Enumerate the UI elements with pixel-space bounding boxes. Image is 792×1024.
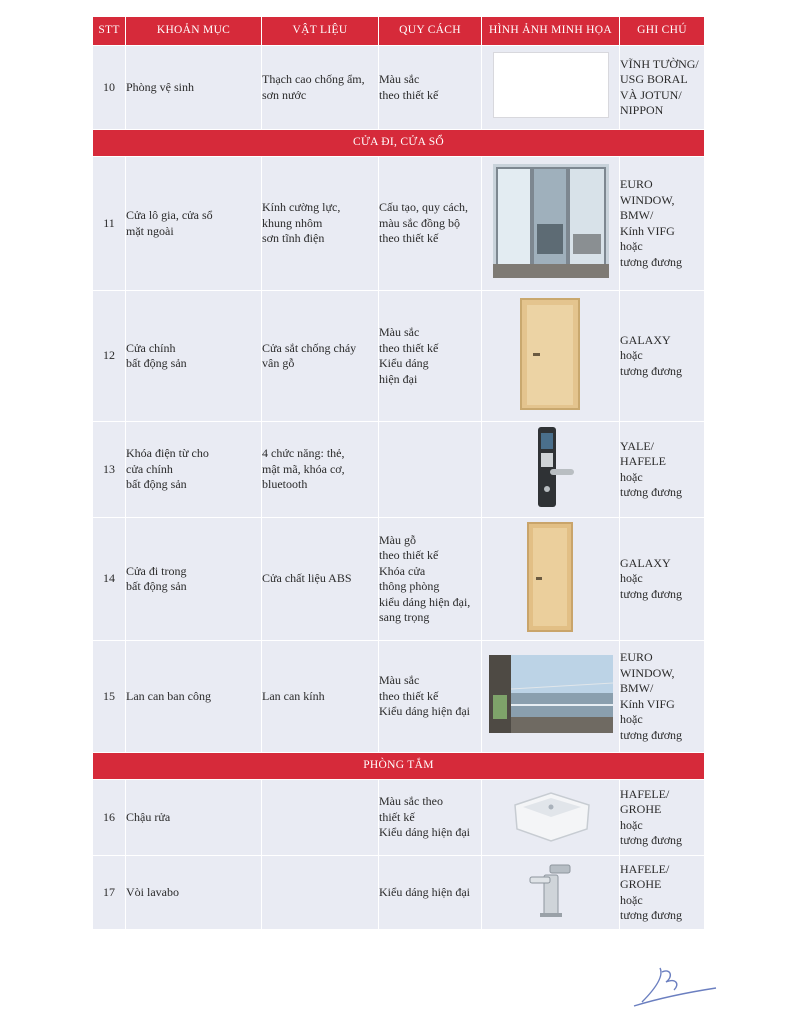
image-cell	[482, 518, 620, 641]
material-cell	[262, 291, 379, 422]
table-row	[93, 46, 705, 130]
cell-line: hoặc	[620, 469, 643, 484]
header-note: GHI CHÚ	[620, 17, 705, 46]
spec-cell	[379, 780, 482, 856]
cell-line: bất động sản	[126, 356, 187, 370]
note-cell	[620, 157, 705, 291]
cell-line: Kiểu dáng hiện đại	[379, 825, 470, 840]
material-cell	[262, 780, 379, 856]
cell-line: BMW/	[620, 208, 654, 222]
cell-line: Màu sắc	[379, 325, 420, 339]
note-cell	[620, 641, 705, 753]
cell-line: sang trọng	[379, 610, 430, 624]
row-number: 15	[93, 641, 126, 753]
item-cell	[126, 780, 262, 856]
row-number: 13	[93, 422, 126, 518]
cell-line: EURO	[620, 650, 653, 664]
note-cell	[620, 291, 705, 422]
cell-line: cửa chính	[126, 461, 173, 476]
row-number: 11	[93, 157, 126, 291]
cell-line: Cửa chất liệu ABS	[262, 571, 352, 586]
cell-line: tương đương	[620, 586, 683, 601]
cell-line: hoặc	[620, 817, 643, 832]
cell-line: hoặc	[620, 892, 643, 907]
cell-line: Kiểu dáng hiện đại	[379, 704, 470, 719]
cell-line: tương đương	[620, 908, 683, 922]
table-header-row	[93, 17, 705, 46]
cell-line: mật mã, khóa cơ,	[262, 461, 345, 476]
cell-line: tương đương	[620, 727, 683, 742]
cell-line: Kính cường lực,	[262, 200, 341, 215]
cell-line: Màu sắc	[379, 673, 420, 688]
cell-line: màu sắc đồng bộ	[379, 215, 460, 230]
image-cell	[482, 46, 620, 130]
cell-line: thiết kế	[379, 809, 415, 824]
cell-line: Cửa lô gia, cửa sổ	[126, 208, 213, 222]
cell-line: Cửa đi trong	[126, 563, 187, 578]
cell-line: tương đương	[620, 833, 683, 847]
cell-line: kiểu dáng hiện đại,	[379, 594, 471, 609]
table-row	[93, 422, 705, 518]
cell-line: Kính VIFG	[620, 223, 675, 238]
material-cell	[262, 46, 379, 130]
image-cell	[482, 422, 620, 518]
cell-line: Kiểu dáng hiện đại	[379, 884, 470, 899]
image-cell	[482, 291, 620, 422]
cell-line: mặt ngoài	[126, 223, 174, 238]
cell-line: hoặc	[620, 239, 643, 253]
note-cell	[620, 518, 705, 641]
cell-line: theo thiết kế	[379, 87, 439, 102]
cell-line: theo thiết kế	[379, 231, 439, 246]
table-row	[93, 641, 705, 753]
cell-line: hoặc	[620, 348, 643, 363]
image-cell	[482, 641, 620, 753]
table-row	[93, 856, 705, 930]
cell-line: thông phòng	[379, 579, 440, 593]
cell-line: Màu sắc theo	[379, 794, 443, 809]
material-cell	[262, 856, 379, 930]
item-cell	[126, 46, 262, 130]
cell-line: EURO	[620, 177, 653, 191]
cell-line: Khóa cửa	[379, 563, 426, 578]
cell-line: Cửa chính	[126, 340, 176, 355]
cell-line: NIPPON	[620, 103, 664, 117]
section-title-doors: CỬA ĐI, CỬA SỔ	[93, 130, 705, 157]
image-cell	[482, 856, 620, 930]
smart-lock-icon	[526, 425, 576, 509]
section-row	[93, 753, 705, 780]
spec-cell	[379, 641, 482, 753]
cell-line: sơn tĩnh điện	[262, 231, 325, 246]
cell-line: GALAXY	[620, 332, 671, 347]
cell-line: 4 chức năng: thẻ,	[262, 446, 345, 461]
cell-line: VÀ JOTUN/	[620, 87, 682, 102]
material-cell	[262, 518, 379, 641]
image-cell	[482, 157, 620, 291]
cell-line: Chậu rửa	[126, 809, 171, 824]
table-row	[93, 780, 705, 856]
cell-line: GROHE	[620, 877, 662, 891]
section-row	[93, 130, 705, 157]
cell-line: Màu gỗ	[379, 532, 416, 547]
cell-line: Kính VIFG	[620, 696, 675, 711]
table-row	[93, 291, 705, 422]
cell-line: VĨNH TƯỜNG/	[620, 56, 699, 71]
cell-line: WINDOW,	[620, 192, 675, 207]
cell-line: theo thiết kế	[379, 688, 439, 703]
cell-line: HAFELE/	[620, 786, 670, 801]
cell-line: HAFELE/	[620, 861, 670, 876]
cell-line: Phòng vệ sinh	[126, 79, 195, 94]
cell-line: Lan can kính	[262, 688, 325, 703]
cell-line: BMW/	[620, 681, 654, 695]
specification-table	[92, 16, 705, 930]
cell-line: tương đương	[620, 254, 683, 269]
material-cell	[262, 641, 379, 753]
table-row	[93, 157, 705, 291]
table-row	[93, 518, 705, 641]
note-cell	[620, 856, 705, 930]
item-cell	[126, 856, 262, 930]
cell-line: hoặc	[620, 712, 643, 726]
note-cell	[620, 46, 705, 130]
cell-line: vân gỗ	[262, 356, 295, 370]
cell-line: Khóa điện từ cho	[126, 446, 209, 461]
cell-line: Cấu tạo, quy cách,	[379, 200, 468, 215]
spec-cell	[379, 856, 482, 930]
item-cell	[126, 157, 262, 291]
cell-line: WINDOW,	[620, 665, 675, 680]
material-cell	[262, 157, 379, 291]
row-number: 16	[93, 780, 126, 856]
note-cell	[620, 780, 705, 856]
spec-cell	[379, 157, 482, 291]
white-panel-icon	[493, 52, 609, 118]
header-image: HÌNH ẢNH MINH HỌA	[482, 17, 620, 46]
cell-line: Kiểu dáng	[379, 356, 429, 370]
material-cell	[262, 422, 379, 518]
section-title-bathroom: PHÒNG TẮM	[93, 753, 705, 780]
item-cell	[126, 518, 262, 641]
cell-line: Vòi lavabo	[126, 884, 179, 899]
row-number: 12	[93, 291, 126, 422]
cell-line: Thạch cao chống ẩm,	[262, 72, 365, 86]
cell-line: Màu sắc	[379, 72, 420, 86]
cell-line: hoặc	[620, 571, 643, 586]
spec-cell	[379, 422, 482, 518]
row-number: 17	[93, 856, 126, 930]
cell-line: sơn nước	[262, 87, 307, 102]
spec-cell	[379, 46, 482, 130]
cell-line: bluetooth	[262, 477, 308, 492]
cell-line: Cửa sắt chống cháy	[262, 340, 357, 355]
glass-balcony-icon	[489, 655, 613, 733]
row-number: 10	[93, 46, 126, 130]
cell-line: bất động sản	[126, 579, 187, 593]
cell-line: theo thiết kế	[379, 548, 439, 562]
cell-line: khung nhôm	[262, 215, 323, 230]
cell-line: bất động sản	[126, 477, 187, 492]
note-cell	[620, 422, 705, 518]
image-cell	[482, 780, 620, 856]
header-material: VẬT LIỆU	[262, 17, 379, 46]
wood-door-icon	[519, 297, 583, 411]
item-cell	[126, 291, 262, 422]
signature-icon	[630, 962, 720, 1012]
header-item: KHOẢN MỤC	[126, 17, 262, 46]
faucet-icon	[526, 861, 576, 919]
cell-line: tương đương	[620, 485, 683, 499]
cell-line: theo thiết kế	[379, 340, 439, 355]
glass-window-icon	[493, 164, 609, 278]
cell-line: HAFELE	[620, 454, 666, 468]
item-cell	[126, 422, 262, 518]
cell-line: YALE/	[620, 438, 654, 453]
washbasin-icon	[509, 787, 593, 843]
cell-line: tương đương	[620, 363, 683, 378]
cell-line: GROHE	[620, 802, 662, 816]
item-cell	[126, 641, 262, 753]
spec-cell	[379, 518, 482, 641]
cell-line: USG BORAL	[620, 72, 688, 86]
row-number: 14	[93, 518, 126, 641]
wood-door-icon	[526, 521, 576, 633]
header-spec: QUY CÁCH	[379, 17, 482, 46]
header-stt: STT	[93, 17, 126, 46]
spec-cell	[379, 291, 482, 422]
cell-line: GALAXY	[620, 555, 671, 570]
cell-line: hiện đại	[379, 371, 418, 386]
cell-line: Lan can ban công	[126, 688, 211, 703]
